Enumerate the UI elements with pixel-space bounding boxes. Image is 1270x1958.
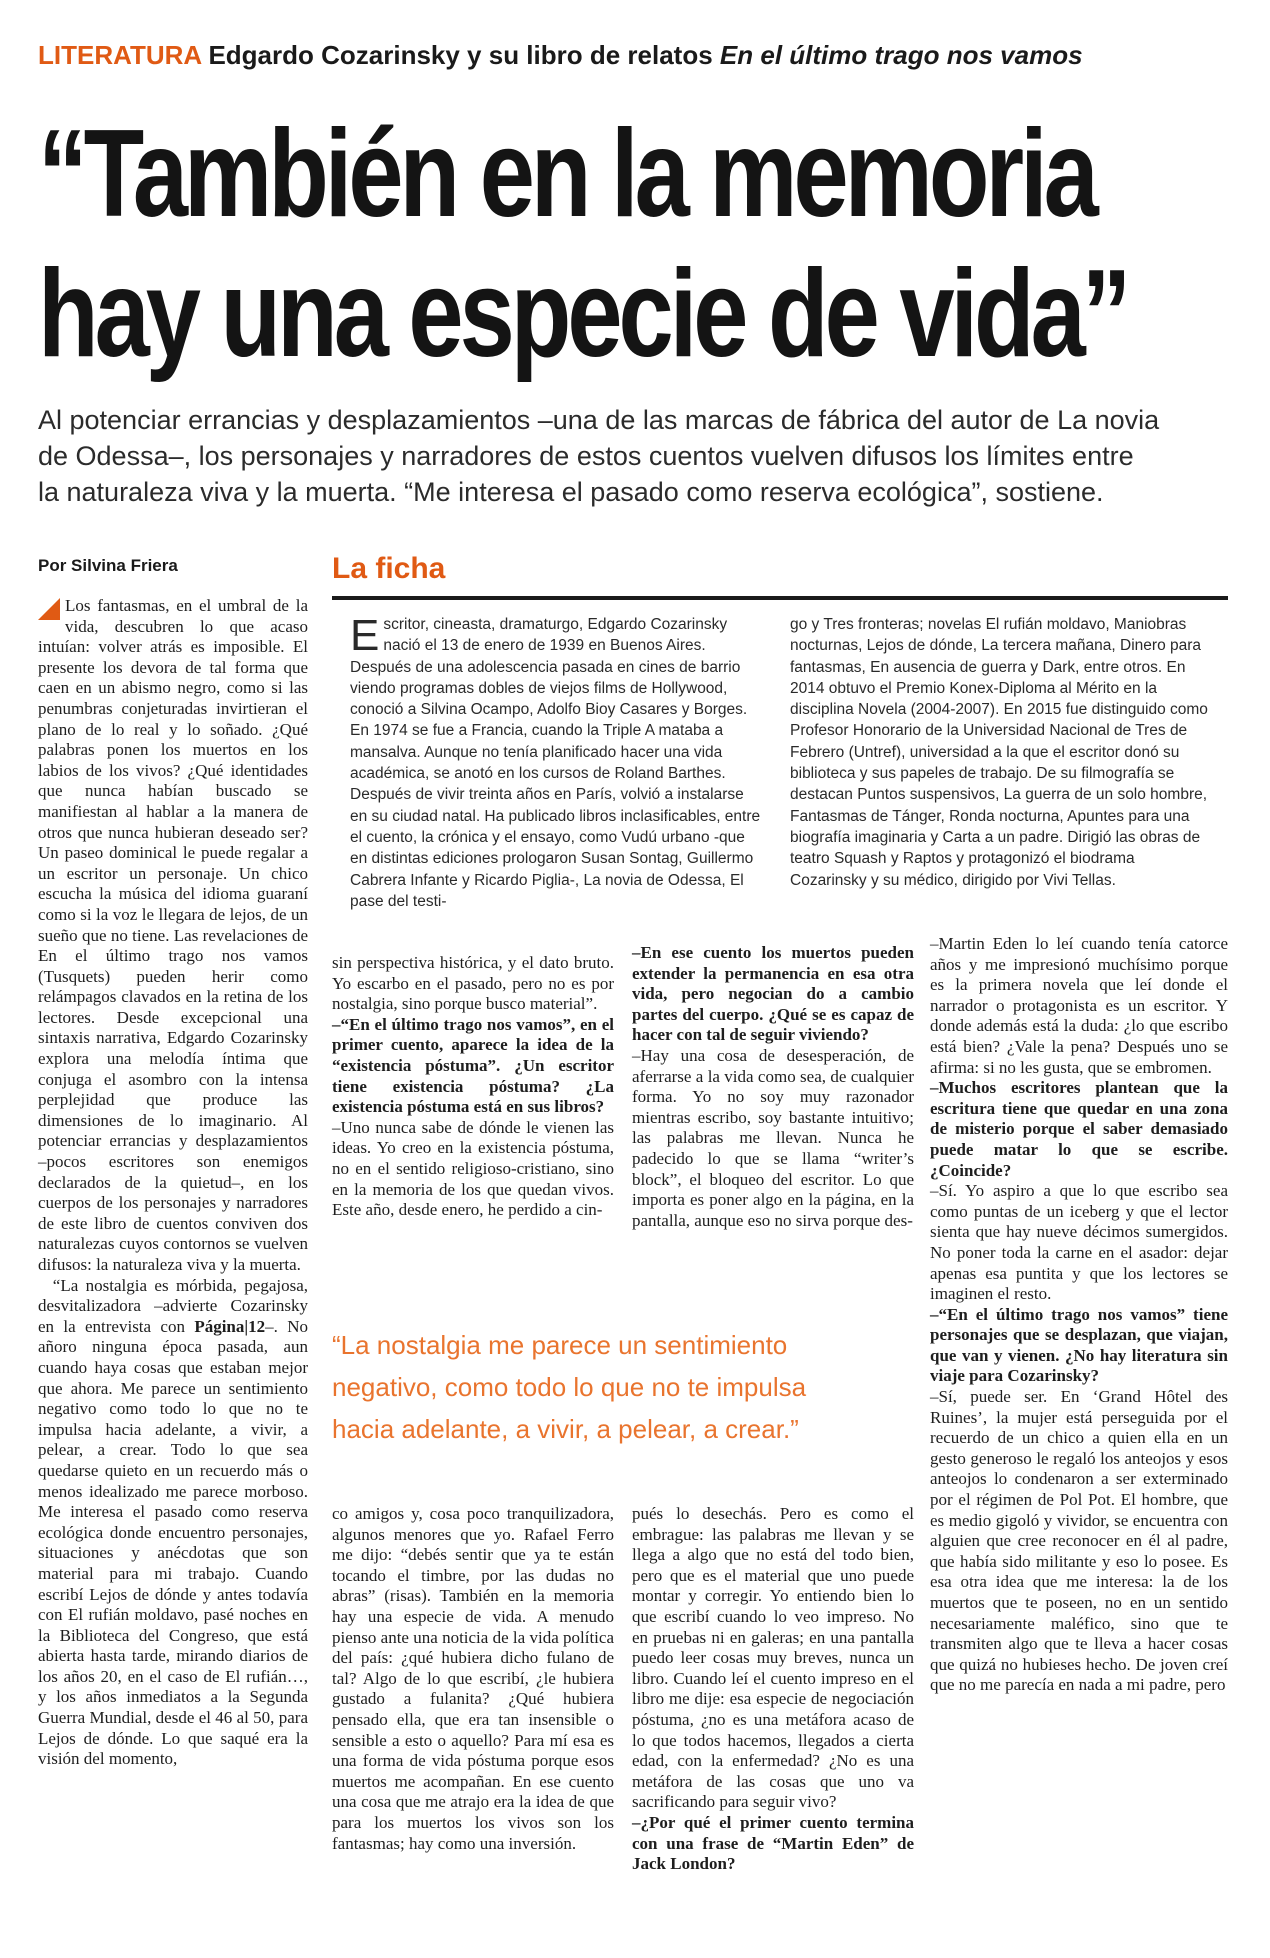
paragraph: co amigos y, cosa poco tranquilizadora, algunos menores que yo. Rafael Ferro me dijo: “debés sentir que ya te están tocando el timbre, por las dudas no abras” (risas). También en la memoria hay una especie de vida. A menudo pienso ante una noticia de la vida política del país: ¿qué hubiera dicho fulano de tal? Algo de lo que escribí, ¿le hubiera gustado a fulanita? ¿Qué hubiera pensado ella, que era tan insensible o sensible a esto o aquello? Para mí esa es una forma de vida póstuma porque esos muertos me acompañan. En ese cuento una cosa que me atrajo era la idea de que para los muertos los vivos son los fantasmas; hay como una inversión. xyxy=(332,1504,614,1853)
ficha-divider xyxy=(332,596,1228,600)
paragraph: –Sí, puede ser. En ‘Grand Hôtel des Ruines’, la mujer está perseguida por el recuerdo de un chico a quien ella en un gesto generoso le regaló los anteojos y esos anteojos lo condenaron a ser exterminado por el régimen de Pol Pot. El hombre, que es medio gigoló y vividor, se encuentra con alguien que cree reconocer en él al padre, que había sido militante y eso lo posee. Es esa otra idea que me interesa: la de los muertos que te poseen, no en un sentido necesariamente maléfico, sino que te transmiten algo que te lleva a hacer cosas que quizá no hubieses hecho. De joven creí que no me parecía en nada a mi padre, pero xyxy=(930,1387,1228,1695)
paragraph: pués lo desechás. Pero es como el embrague: las palabras me llevan y se llega a algo que no está del todo bien, pero que es el material que uno puede montar y corregir. Yo entiendo bien lo que escribí cuando lo veo impreso. No en pruebas ni en galeras; en una pantalla puedo leer cosas muy breves, nunca un libro. Cuando leí el cuento impreso en el libro me dije: esa especie de negociación póstuma, ¿no es una metáfora acaso de lo que todos hacemos, llegados a cierta edad, con la enfermedad? ¿No es una metáfora de las cosas que uno va sacrificando para seguir vivo? xyxy=(632,1504,914,1812)
pull-quote-line: “La nostalgia me parece un sentimiento xyxy=(332,1330,788,1360)
kicker-book-title: En el último trago nos vamos xyxy=(719,40,1083,70)
paragraph: sin perspectiva histórica, y el dato bruto. Yo escarbo en el pasado, pero no es por nostalgia, sino porque busco material”. xyxy=(332,953,614,1014)
article-column-1: Los fantasmas, en el umbral de la vida, descubren lo que acaso intuían: volver atrás es imposible. El presente los devora de tal forma que caen en un abismo negro, como si las penumbras conjeturadas invirtieran el plano de lo real y lo soñado. ¿Qué palabras ponen los muertos en los labios de los vivos? ¿Qué identidades que nunca habían buscado se manifiestan al hablar a la manera de otros que nunca hubieran deseado ser? Un paseo dominical le puede regalar a un escritor un personaje. Un chico escucha la música del idioma guaraní como si la voz le llegara de lejos, de un sueño que no tiene. Las revelaciones de En el último trago nos vamos (Tusquets) pueden herir como relámpagos clavados en la retina de los lectores. Desde excepcional una sintaxis narrativa, Edgardo Cozarinsky explora una melodía íntima que conjuga el asombro con la intensa perplejidad que produce las dimensiones de lo imaginario. Al potenciar errancias y desplazamientos –pocos escritores son enemigos declarados de la quietud–, en los cuerpos de los personajes y narradores de este libro de cuentos conviven dos naturalezas cuyos contornos se vuelven difusos: la naturaleza viva y la muerta. “La nostalgia es mórbida, pegajosa, desvitalizadora –advierte Cozarinsky en la entrevista con Página|12–. No añoro ninguna época pasada, aun cuando haya cosas que estaban mejor que ahora. Me parece un sentimiento negativo como todo lo que no te impulsa hacia adelante, a vivir, a pelear, a crear. Todo lo que sea quedarse quieto en un recuerdo más o menos idealizado me parece morboso. Me interesa el pasado como reserva ecológica donde encuentro personajes, situaciones y anécdotas que son material para mi trabajo. Cuando escribí Lejos de dónde y antes todavía con El rufián moldavo, pasé noches en la Biblioteca del Congreso, que está abierta hasta tarde, mirando diarios de los años 20, en el caso de El rufián…, y los años inmediatos a la Segunda Guerra Mundial, desde el 46 al 50, para Lejos de dónde. Lo que saqué era la visión del momento, xyxy=(38,596,309,1769)
byline: Por Silvina Friera xyxy=(38,556,178,575)
article-column-2-top xyxy=(332,953,614,1221)
ficha-text: scritor, cineasta, dramaturgo, Edgardo Cozarinsky nació el 13 de enero de 1939 en Buenos Aires. Después de una adolescencia pasada en cines de barrio viendo programas dobles de viejos films de Hollywood, conoció a Silvina Ocampo, Adolfo Bioy Casares y Borges. En 1974 se fue a Francia, cuando la Triple A mataba a mansalva. Aunque no tenía planificado hacer una vida académica, se anotó en los cursos de Roland Barthes. Después de vivir treinta años en París, volvió a instalarse en su ciudad natal. Ha publicado libros inclasificables, entre el cuento, la crónica y el ensayo, como Vudú urbano -que en distintas ediciones prologaron Susan Sontag, Guillermo Cabrera Infante y Ricardo Piglia-, La novia de Odessa, El pase del testi- xyxy=(350,616,761,910)
headline-line-2: hay una especie de vida” xyxy=(38,245,1128,383)
question: –Muchos escritores plantean que la escritura tiene que quedar en una zona de misterio porque el saber demasiado puede matar lo que se escribe. ¿Coincide? xyxy=(930,1078,1228,1180)
question: –En ese cuento los muertos pueden extender la permanencia en esa otra vida, pero negocian do a cambio partes del cuerpo. ¿Qué se es capaz de hacer con tal de seguir viviendo? xyxy=(632,943,914,1045)
ficha-text: go y Tres fronteras; novelas El rufián moldavo, Maniobras nocturnas, Lejos de dónde, La tercera mañana, Dinero para fantasmas, En ausencia de guerra y Dark, entre otros. En 2014 obtuvo el Premio Konex-Diploma al Mérito en la disciplina Novela (2004-2007). En 2015 fue distinguido como Profesor Honorario de la Universidad Nacional de Tres de Febrero (Untref), universidad a la que el escritor donó su biblioteca y sus papeles de trabajo. De su filmografía se destacan Puntos suspensivos, La guerra de un solo hombre, Fantasmas de Tánger, Ronda nocturna, Apuntes para una biografía imaginaria y Carta a un padre. Dirigió las obras de teatro Squash y Raptos y protagonizó el biodrama Cozarinsky y su médico, dirigido por Vivi Tellas. xyxy=(790,616,1208,889)
paragraph: –Martin Eden lo leí cuando tenía catorce años y me impresionó muchísimo porque es la primera novela que leí donde el narrador o protagonista es un escritor. Y donde además está la duda: ¿lo que escribo está bien? ¿Vale la pena? Después uno se afirma: si no les gusta, que se embromen. xyxy=(930,934,1228,1077)
pull-quote-line: hacia adelante, a vivir, a pelear, a crear.” xyxy=(332,1414,799,1444)
section-label: LITERATURA xyxy=(38,40,202,70)
headline-line-1: “También en la memoria xyxy=(38,105,1095,243)
kicker-text: Edgardo Cozarinsky y su libro de relatos xyxy=(208,40,713,70)
deck-line: Al potenciar errancias y desplazamientos –una de las marcas de fábrica del autor de La novia xyxy=(38,405,1160,435)
paragraph: –Sí. Yo aspiro a que lo que escribo sea como puntas de un iceberg y que el lector sienta que hay nueve décimos sumergidos. No poner toda la carne en el asador: dejar apenas esa puntita y que los lectores se imaginen el resto. xyxy=(930,1181,1228,1304)
pull-quote xyxy=(332,1324,892,1450)
paragraph: Los fantasmas, en el umbral de la vida, descubren lo que acaso intuían: volver atrás es imposible. El presente los devora de tal forma que caen en un abismo negro, como si las penumbras conjeturadas invirtieran el plano de lo real y lo soñado. ¿Qué palabras ponen los muertos en los labios de los vivos? ¿Qué identidades que nunca habían buscado se manifiestan al hablar a la manera de otros que nunca hubieran deseado ser? Un paseo dominical le puede regalar a un escritor un personaje. Un chico escucha la música del idioma guaraní como si la voz le llegara de lejos, de un sueño que no tiene. Las revelaciones de En el último trago nos vamos (Tusquets) pueden herir como relámpagos clavados en la retina de los lectores. Desde excepcional una sintaxis narrativa, Edgardo Cozarinsky explora una melodía íntima que conjuga el asombro con la intensa perplejidad que produce las dimensiones de lo imaginario. Al potenciar errancias y desplazamientos –pocos escritores son enemigos declarados de la quietud–, en los cuerpos de los personajes y narradores de este libro de cuentos conviven dos naturalezas cuyos contornos se vuelven difusos: la naturaleza viva y la muerta. xyxy=(38,596,308,1274)
newspaper-name: Página|12 xyxy=(194,1316,266,1336)
article-column-3-bottom xyxy=(632,1504,914,1875)
ficha-title: La ficha xyxy=(332,552,446,585)
article-column-4 xyxy=(930,934,1228,1696)
section-kicker xyxy=(38,40,1083,71)
deck xyxy=(38,402,1228,510)
paragraph: –Uno nunca sabe de dónde le vienen las ideas. Yo creo en la existencia póstuma, no en el sentido religioso-cristiano, sino en la memoria de los que quedan vivos. Este año, desde enero, he perdido a cin- xyxy=(332,1117,614,1220)
ficha-column-1 xyxy=(350,611,762,912)
article-column-3-top xyxy=(632,943,914,1231)
drop-cap: E xyxy=(350,611,380,660)
question: –“En el último trago nos vamos”, en el primer cuento, aparece la idea de la “existencia póstuma”. ¿Un escritor tiene existencia póstuma? ¿La existencia póstuma está en sus libros? xyxy=(332,1014,614,1117)
ficha-column-2 xyxy=(790,614,1210,891)
section-marker-icon xyxy=(38,598,60,620)
deck-line: de Odessa–, los personajes y narradores de estos cuentos vuelven difusos los límites entre xyxy=(38,441,1134,471)
deck-line: la naturaleza viva y la muerta. “Me interesa el pasado como reserva ecológica”, sostiene. xyxy=(38,477,1104,507)
article-column-2-bottom xyxy=(332,1504,614,1854)
question: –“En el último trago nos vamos” tiene personajes que se desplazan, que viajan, que van y vienen. ¿No hay literatura sin viaje para Cozarinsky? xyxy=(930,1304,1228,1386)
paragraph: –Hay una cosa de desesperación, de aferrarse a la vida como sea, de cualquier forma. Yo no soy muy razonador mientras escribo, soy bastante intuitivo; las palabras me llevan. Nunca he padecido lo que se llama “writer’s block”, el bloqueo del escritor. Lo que importa es poner algo en la página, en la pantalla, aunque eso no sirva porque des- xyxy=(632,1045,914,1230)
pull-quote-line: negativo, como todo lo que no te impulsa xyxy=(332,1372,807,1402)
question: –¿Por qué el primer cuento termina con una frase de “Martin Eden” de Jack London? xyxy=(632,1812,914,1874)
